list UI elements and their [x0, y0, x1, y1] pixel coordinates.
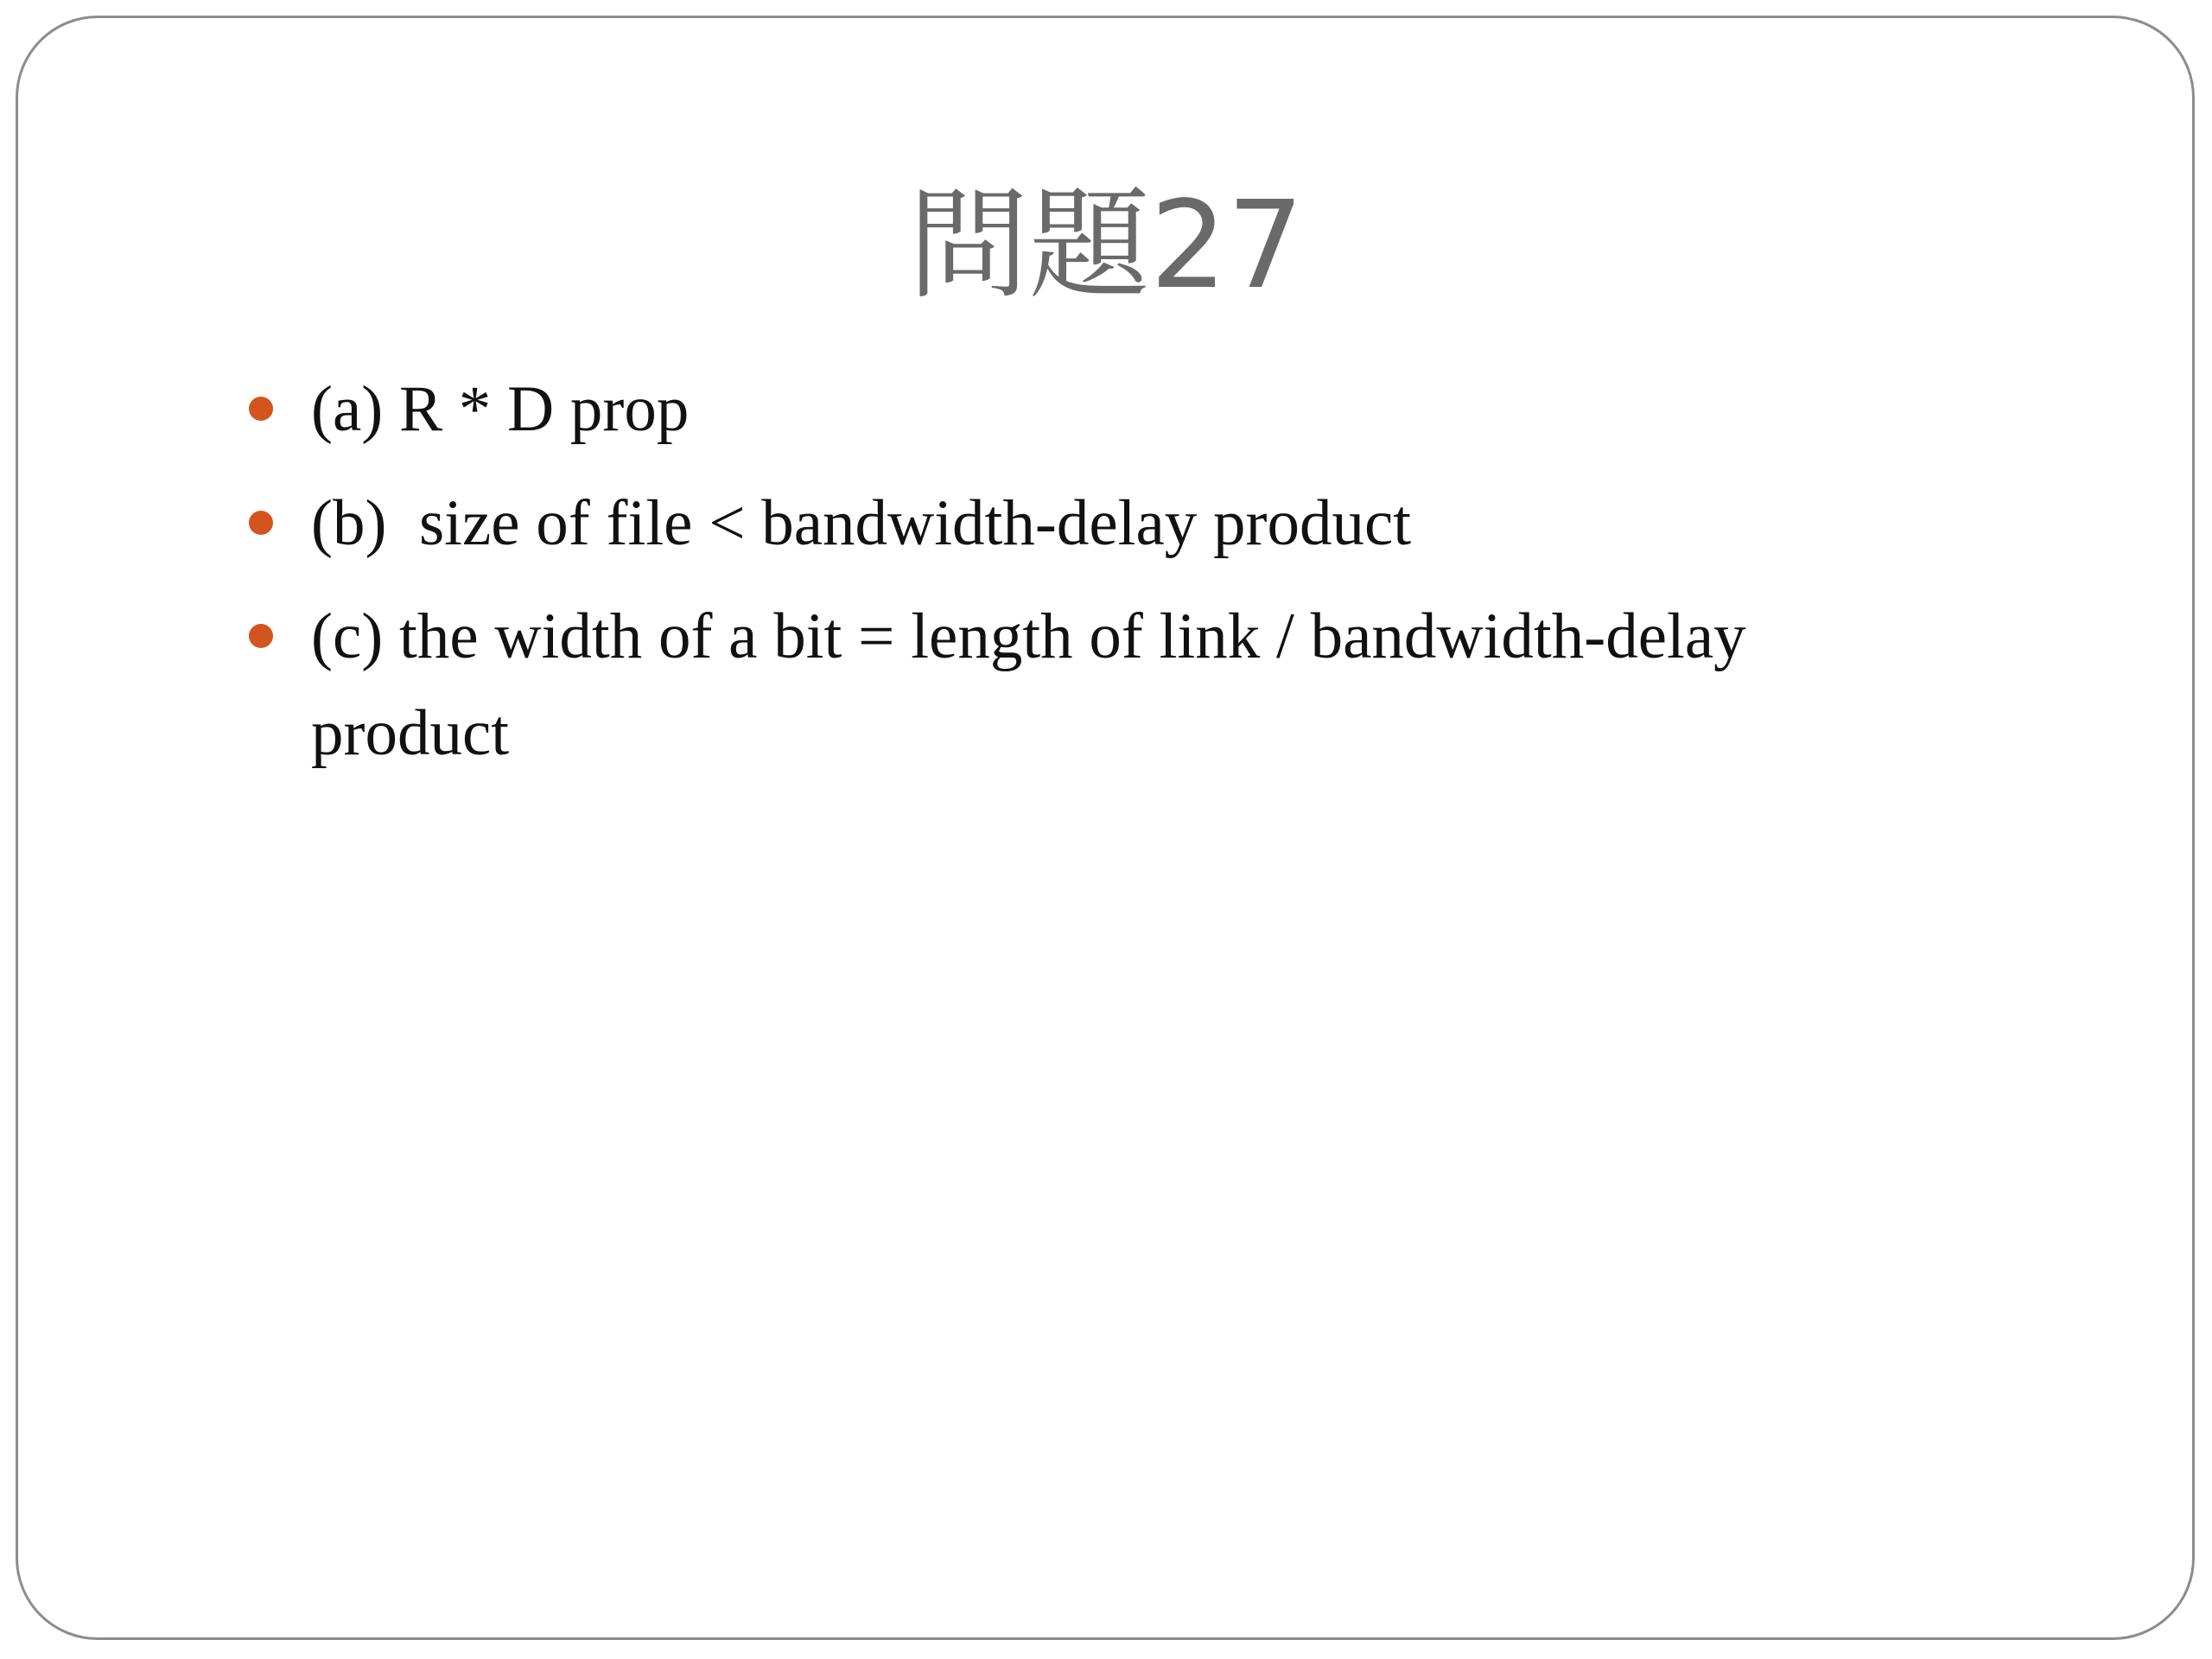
- bullet-dot-icon: [249, 397, 273, 421]
- bullet-dot-icon: [249, 511, 273, 535]
- bullet-text-b: (b) size of file < bandwidth-delay product: [311, 487, 1412, 559]
- bullet-item-c: [311, 588, 1953, 782]
- bullet-item-a: [311, 361, 1953, 458]
- bullet-dot-icon: [249, 624, 273, 648]
- bullet-text-c: (c) the width of a bit = length of link / bandwidth-delay product: [311, 601, 1746, 769]
- slide-title: 問題27: [907, 175, 1305, 316]
- bullet-item-b: [311, 475, 1953, 572]
- bullet-text-a: (a) R * D prop: [311, 373, 690, 445]
